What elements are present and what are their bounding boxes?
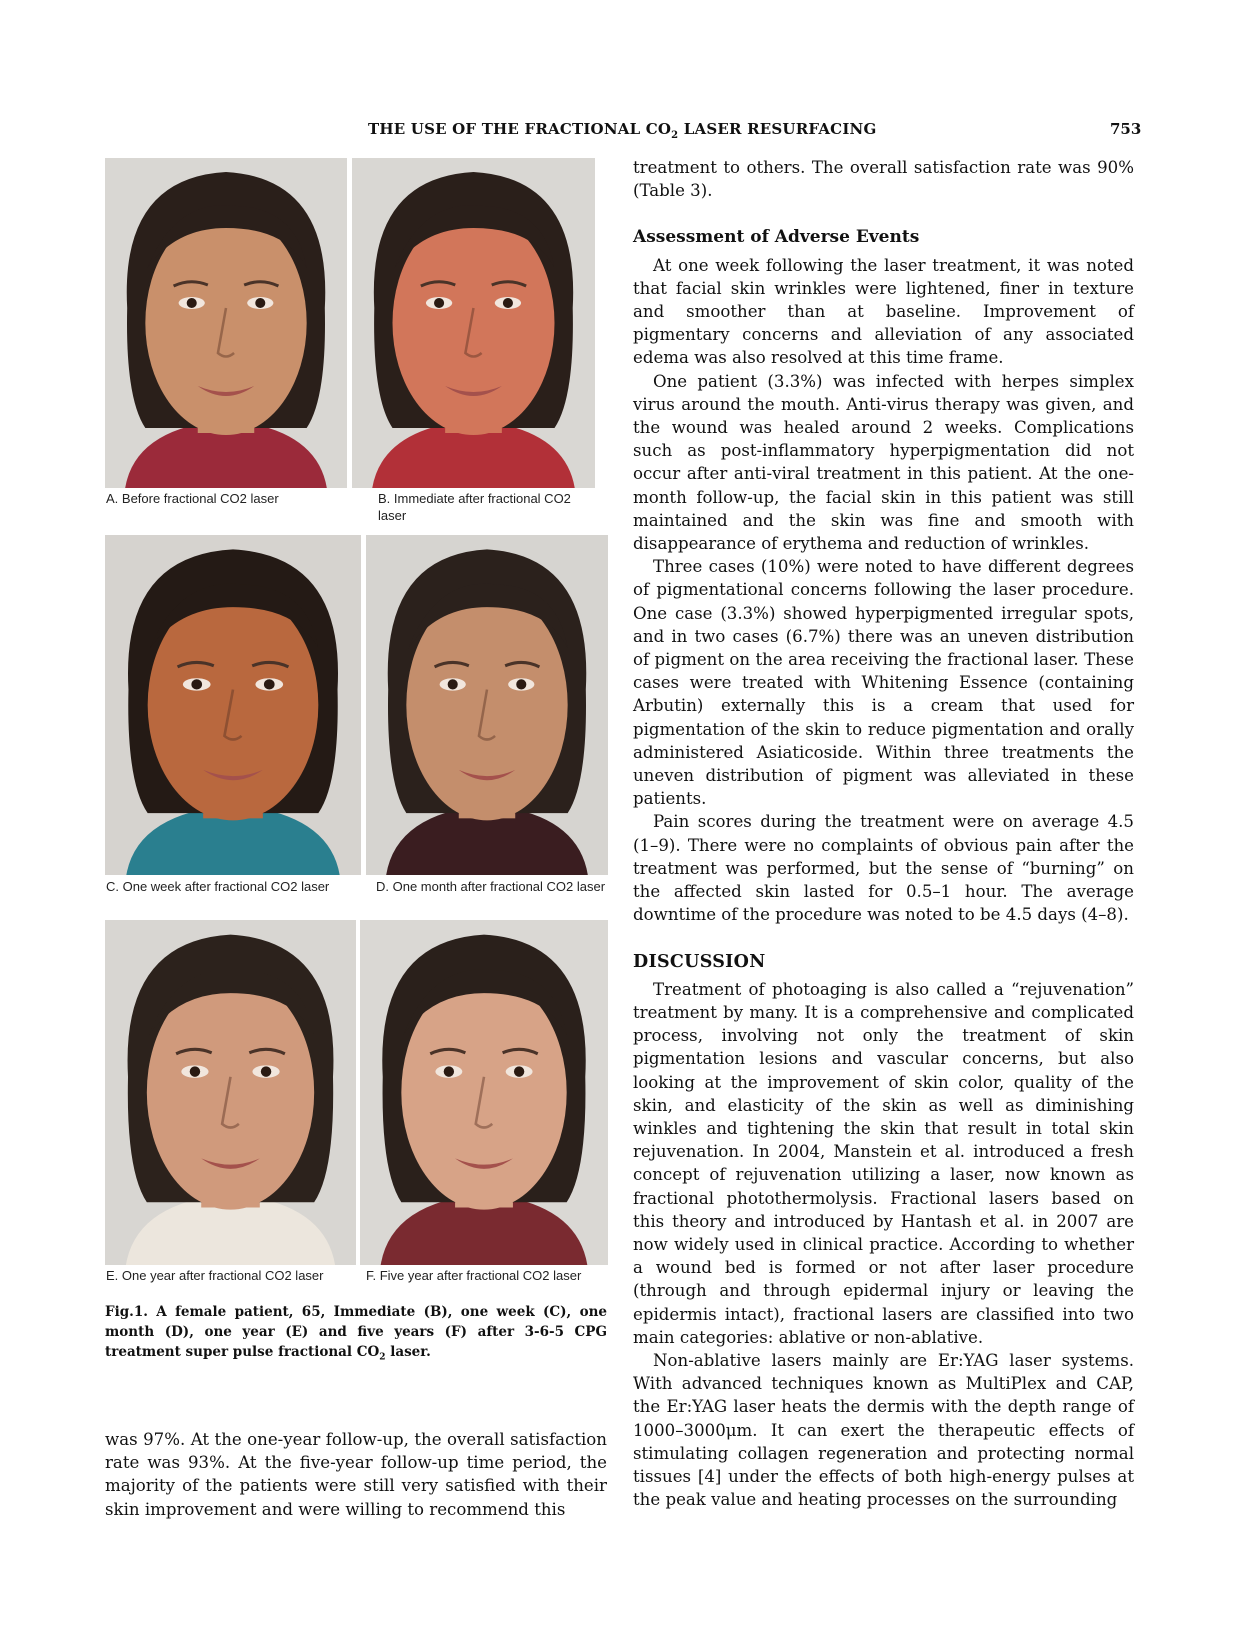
- face-photo: [105, 920, 356, 1265]
- continuation-paragraph: treatment to others. The overall satisfaction rate was 90% (Table 3).: [633, 158, 1134, 201]
- photo-panel-f: [360, 920, 608, 1265]
- adverse-paragraph-2: One patient (3.3%) was infected with herpes simplex virus around the mouth. Anti-virus therapy was given, and the wound was healed around 2 weeks. Complications such as post-inflammatory hyperpigmentation did not occur after anti-viral treatment in this patient. At the one-month follow-up, the facial skin in this patient was still maintained and the skin was fine and smooth with disappearance of erythema and reduction of wrinkles.: [633, 371, 1134, 554]
- left-paragraph: was 97%. At the one-year follow-up, the overall satisfaction rate was 93%. At the five-year follow-up time period, the majority of the patients were still very satisfied with their skin improvement and were willing to recommend this: [105, 1430, 607, 1519]
- photo-panel-c: [105, 535, 361, 875]
- adverse-events-heading: Assessment of Adverse Events: [633, 227, 920, 248]
- left-column: [105, 1428, 607, 1521]
- face-photo: [105, 158, 347, 488]
- adverse-paragraph-3: Three cases (10%) were noted to have different degrees of pigmentational concerns following the laser procedure. One case (3.3%) showed hyperpigmented irregular spots, and in two cases (6.7%) there was an uneven distribution of pigment on the area receiving the fractional laser. These cases were treated with Whitening Essence (containing Arbutin) externally this is a cream that used for pigmentation of the skin to reduce pigmentation and orally administered Asiaticoside. Within three treatments the uneven distribution of pigment was alleviated in these patients.: [633, 557, 1134, 809]
- right-column: [633, 156, 1134, 1511]
- face-photo: [366, 535, 608, 875]
- figure-label: Fig.1.: [105, 1304, 148, 1320]
- adverse-paragraph-1: At one week following the laser treatment, it was noted that facial skin wrinkles were lightened, finer in texture and smoother than at baseline. Improvement of pigmentary concerns and alleviation of any associated edema was also resolved at this time frame.: [633, 255, 1134, 368]
- panel-caption-a: A. Before fractional CO2 laser: [106, 491, 279, 506]
- photo-panel-a: [105, 158, 347, 488]
- face-photo: [360, 920, 608, 1265]
- figure-caption: Fig.1. A female patient, 65, Immediate (B), one week (C), one month (D), one year (E) and five years (F) after 3-6-5 CPG treatment super pulse fractional $CO_2$ laser.: [105, 1304, 607, 1363]
- panel-caption-e: E. One year after fractional CO2 laser: [106, 1268, 324, 1283]
- face-photo: [352, 158, 595, 488]
- adverse-paragraph-4: Pain scores during the treatment were on average 4.5 (1–9). There were no complaints of obvious pain after the treatment was performed, but the sense of “burning” on the affected skin lasted for 0.5–1 hour. The average downtime of the procedure was noted to be 4.5 days (4–8).: [633, 812, 1134, 925]
- face-photo: [105, 535, 361, 875]
- discussion-heading: DISCUSSION: [633, 951, 766, 972]
- photo-panel-d: [366, 535, 608, 875]
- photo-panel-b: [352, 158, 595, 488]
- panel-caption-b: B. Immediate after fractional CO2 laser: [378, 491, 571, 523]
- page-number: 753: [1110, 120, 1142, 138]
- panel-caption-c: C. One week after fractional CO2 laser: [106, 879, 330, 894]
- running-header: THE USE OF THE FRACTIONAL $CO_2$ LASER RESURFACING: [368, 120, 877, 141]
- discussion-paragraph-1: Treatment of photoaging is also called a “rejuvenation” treatment by many. It is a comprehensive and complicated process, involving not only the treatment of skin pigmentation lesions and vascular concerns, but also looking at the improvement of skin color, quality of the skin, and elasticity of the skin as well as diminishing winkles and tightening the skin that result in total skin rejuvenation. In 2004, Manstein et al. introduced a fresh concept of rejuvenation utilizing a laser, now known as fractional photothermolysis. Fractional lasers based on this theory and introduced by Hantash et al. in 2007 are now widely used in clinical practice. According to whether a wound bed is formed or not after laser procedure (through and through epidermal injury or leaving the epidermis intact), fractional lasers are classified into two main categories: ablative or non-ablative.: [633, 979, 1134, 1347]
- photo-panel-e: [105, 920, 356, 1265]
- panel-caption-d: D. One month after fractional CO2 laser: [376, 879, 606, 894]
- discussion-paragraph-2: Non-ablative lasers mainly are Er:YAG laser systems. With advanced techniques known as MultiPlex and CAP, the Er:YAG laser heats the dermis with the depth range of 1000–3000μm. It can exert the therapeutic effects of stimulating collagen regeneration and protecting normal tissues [4] under the effects of both high-energy pulses at the peak value and heating processes on the surrounding: [633, 1350, 1134, 1510]
- panel-caption-f: F. Five year after fractional CO2 laser: [366, 1268, 582, 1283]
